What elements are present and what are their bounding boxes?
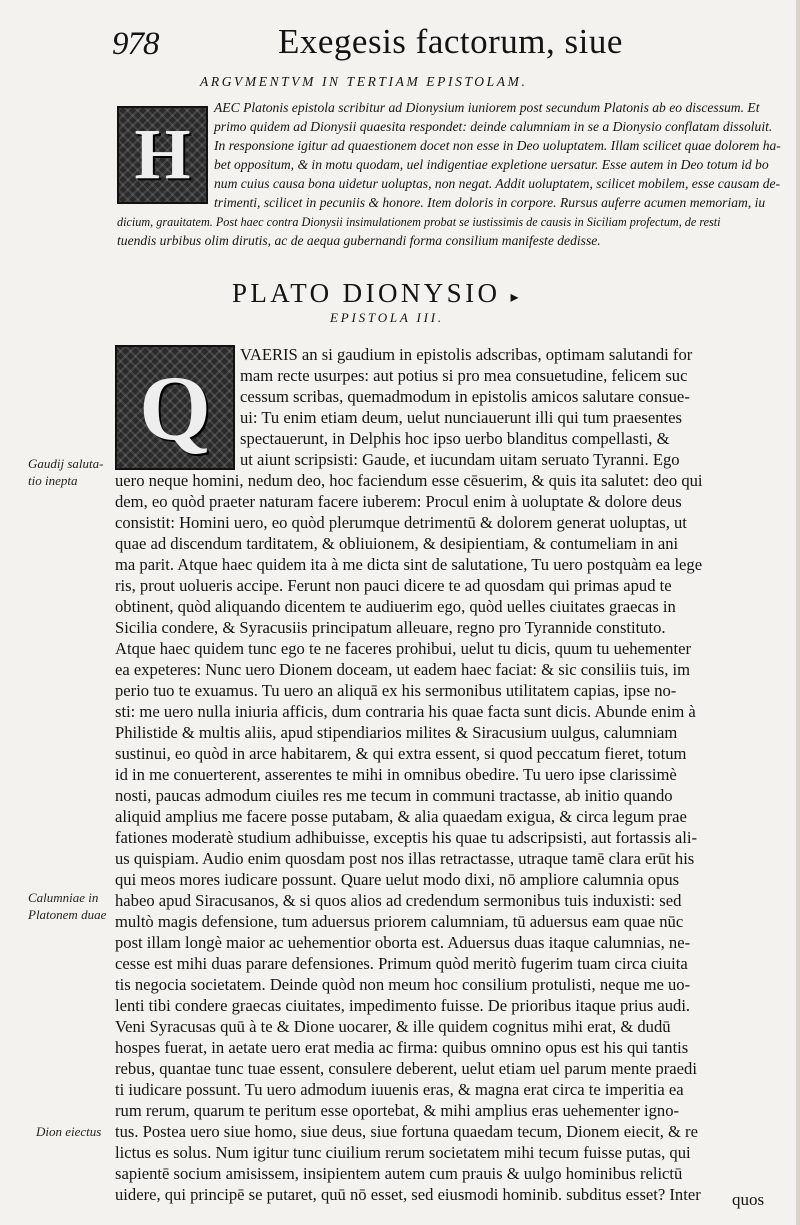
argument-decorated-initial — [117, 106, 208, 204]
epistle-line: aliquid amplius me facere posse putabam, & alia quaedam exigua, & circa legum prae — [115, 807, 687, 826]
epistle-line: perio tuo te exuamus. Tu uero an aliquā ex his sermonibus utilitatem capias, ipse no- — [115, 681, 677, 700]
page-number: 978 — [112, 26, 159, 62]
argument-line: primo quidem ad Dionysii quaesita respondet: deinde calumniam in se a Dionysio conflatam dissoluit. — [214, 119, 773, 134]
argument-line: tuendis urbibus olim dirutis, ac de aequa gubernandi forma consilium manifeste dedisse. — [117, 233, 601, 248]
argument-line: trimenti, scilicet in pecuniis & honore. Item doloris in corpore. Rursus auferre acumen memoriam, iu — [214, 195, 766, 210]
argument-line: dicium, grauitatem. Post haec contra Dionysii insimulationem probat se iustissimis de causis in Siciliam profectum, de resti — [117, 215, 721, 229]
epistle-line: VAERIS an si gaudium in epistolis adscribas, optimam salutandi for — [240, 345, 693, 364]
epistle-line: cesse est mihi duas parare defensiones. Primum quòd meritò fugerim tuam circa ciuita — [115, 954, 688, 973]
epistle-line: sti: me uero nulla iniuria afficis, dum contraria his quae facta sunt dicis. Abunde enim à — [115, 702, 696, 721]
argument-initial-letter: H — [134, 114, 191, 195]
epistle-line: rebus, quantae tunc tuae essent, consulere deberent, uelut etiam uel parum mente praedi — [115, 1059, 697, 1078]
catchword: quos — [732, 1190, 765, 1209]
epistle-line: lenti tibi condere graecas ciuitates, impedimento fuisse. De prioribus itaque prius audi. — [115, 996, 691, 1015]
epistle-line: nosti, paucas admodum ciuiles res me tecum in communi tractasse, ab initio quando — [115, 786, 673, 805]
page-edge — [796, 0, 800, 1225]
epistle-line: fationes moderatè studium adhibuisse, exceptis his quae tu adscripsisti, aut fortassis ali- — [115, 828, 698, 847]
epistle-line: ui: Tu enim etiam deum, uelut nunciauerunt illi qui tum praesentes — [240, 408, 682, 427]
epistle-line: tis negocia societatem. Deinde quòd non meum hoc consilium protulisti, neque me uo- — [115, 975, 691, 994]
epistle-line: ut aiunt scripsisti: Gaude, et iucundam uitam seruato Tyranni. Ego — [240, 450, 680, 469]
epistle-line: lictus es solus. Num igitur tunc ciuilium rerum societatem mihi tecum fuisse putas, qui — [115, 1143, 691, 1162]
epistle-line: qui meos mores iudicare possunt. Quare uelut modo dixi, nō ampliore calumnia opus — [115, 870, 680, 889]
epistle-line: post illam longè maior ac uehementior oborta est. Aduersus duas itaque calumnias, ne- — [115, 933, 691, 952]
epistle-line: multò magis defensione, tum aduersus priorem calumniam, tū aduersus eam quae nūc — [115, 912, 684, 931]
epistle-line: uidere, qui principē se putaret, quū nō esset, sed eiusmodi hominib. subditus esset? Inter — [115, 1185, 701, 1204]
epistle-line: ris, prout uolueris accipe. Ferunt non pauci dicere te ad quosdam qui primas apud te — [115, 576, 672, 595]
epistle-line: uero neque homini, nedum deo, hoc faciendum esse cēsuerim, & quis ita salutet: deo qui — [115, 471, 703, 490]
epistle-line: us quispiam. Audio enim quosdam post nos illas retractasse, utraque tamē clara erūt his — [115, 849, 695, 868]
epistle-line: habeo apud Siracusanos, & si quos alios ad credendum sermonibus tuis induxisti: sed — [115, 891, 682, 910]
margin-note: Calumniae in — [28, 890, 99, 905]
epistle-line: obtinent, quòd aliquando dicentem te audiuerim ego, quòd uelles ciuitates graecas in — [115, 597, 676, 616]
margin-note: Gaudij saluta- — [28, 456, 104, 471]
epistle-line: consistit: Homini uero, eo quòd plerumque detrimentū & dolorem generat uoluptas, ut — [115, 513, 687, 532]
epistle-line: Sicilia condere, & Syracusiis principatum alleuare, regno pro Tyrannide constituto. — [115, 618, 666, 637]
epistle-line: sapientē socium amisissem, insipientem autem cum prauis & uulgo hominibus relictū — [115, 1164, 683, 1183]
epistle-initial-letter: Q — [139, 356, 211, 459]
epistle-line: id in me conuerterent, asserentes te mihi in omnibus obedire. Tu uero ipse clarissimè — [115, 765, 677, 784]
epistle-line: sustinui, eo quòd in arce habitarem, & qui extra essent, si quod peccatum fieret, totum — [115, 744, 687, 763]
argument-title: ARGVMENTVM IN TERTIAM EPISTOLAM. — [200, 74, 528, 89]
epistle-line: rum rerum, quarum te peritum esse oportebat, & mihi amplius eras uehementer igno- — [115, 1101, 680, 1120]
epistle-decorated-initial — [115, 345, 235, 470]
epistle-line: mam recte usurpes: aut potius si pro mea consuetudine, felicem suc — [240, 366, 688, 385]
epistle-line: spectauerunt, in Delphis hoc ipso uerbo blanditus compellasti, & — [240, 429, 670, 448]
epistle-line: Atque haec quidem tunc ego te ne faceres prohibui, uelut tu dicis, quum tu uehementer — [115, 639, 691, 658]
epistle-line: quae ad discendum tarditatem, & obliuionem, & desipientiam, & contumeliam in ani — [115, 534, 679, 553]
argument-line: In responsione igitur ad quaestionem docet non esse in Deo uoluptatem. Illam scilicet quae dolorem ha- — [214, 138, 781, 153]
epistle-title-ornament: ▸ — [510, 289, 519, 306]
epistle-title-text: PLATO DIONYSIO — [232, 278, 501, 308]
epistle-line: ma parit. Atque haec quidem ita à me dicta sint de salutatione, Tu uero postquàm ea lege — [115, 555, 703, 574]
epistle-line: tus. Postea uero siue homo, siue deus, siue fortuna quaedam tecum, Dionem eiecit, & re — [115, 1122, 698, 1141]
epistle-line: Veni Syracusas quū à te & Dione uocarer, & ille quidem cognitus mihi erat, & dudū — [115, 1017, 671, 1036]
epistle-subtitle: EPISTOLA III. — [330, 310, 444, 325]
margin-note: Dion eiectus — [36, 1124, 102, 1139]
running-head: Exegesis factorum, siue — [278, 22, 623, 61]
argument-line: bet oppositum, & in motu quodam, uel indigentiae expletione uersatur. Esse autem in Deo totum id bo — [214, 157, 769, 172]
epistle-line: ti iudicare possunt. Tu uero admodum iuuenis eras, & magna erat circa te imperitia ea — [115, 1080, 684, 1099]
epistle-line: cessum scribas, quemadmodum in epistolis amicos salutare consue- — [240, 387, 690, 406]
epistle-line: dem, eo quòd praeter naturam facere iuberem: Procul enim à uoluptate & dolore deus — [115, 492, 682, 511]
argument-line: num cuius causa bona uidetur uoluptas, non negat. Addit uoluptatem, scilicet mobilem, esse causam de- — [214, 176, 781, 191]
epistle-line: Philistide & multis aliis, apud stipendiarios milites & Siracusium uulgus, calumniam — [115, 723, 678, 742]
argument-line: AEC Platonis epistola scribitur ad Dionysium iuniorem post secundum Platonis ab eo discessum. Et — [214, 100, 760, 115]
epistle-line: hospes fuerat, in aetate uero erat media ac firma: quibus omnino opus est his qui tantis — [115, 1038, 689, 1057]
margin-note: Platonem duae — [28, 907, 107, 922]
epistle-title — [232, 278, 519, 309]
margin-note: tio inepta — [28, 473, 78, 488]
epistle-line: ea expeteres: Nunc uero Dionem doceam, ut eadem haec faciat: & sic consiliis tuis, im — [115, 660, 691, 679]
